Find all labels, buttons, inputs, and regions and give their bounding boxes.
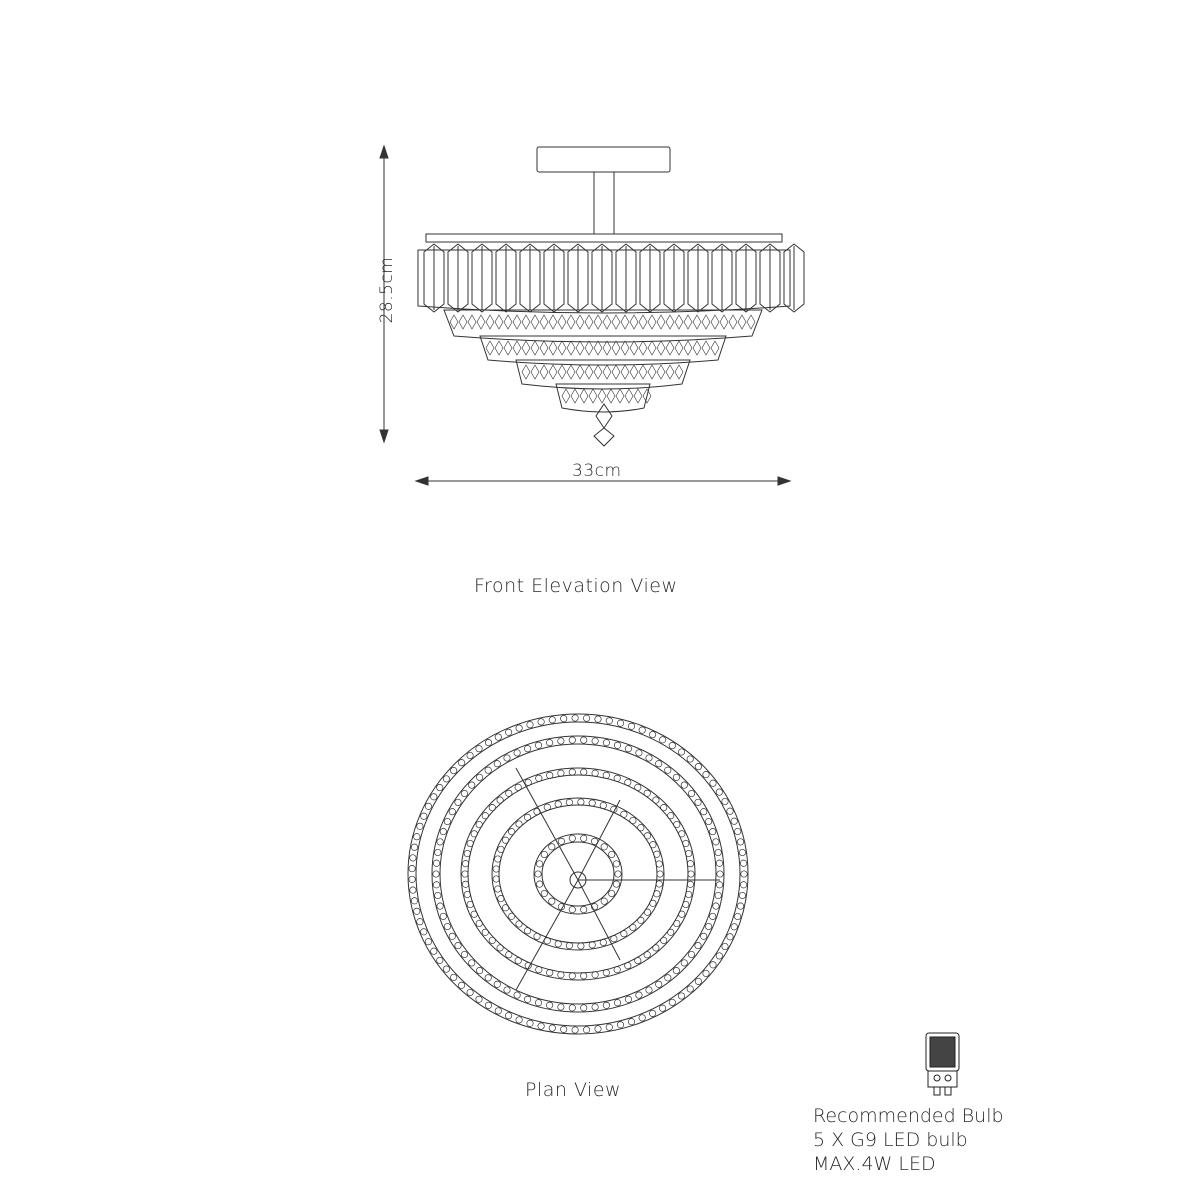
- ring-5: [534, 834, 622, 914]
- top-rim: [426, 234, 782, 242]
- g9-bulb-icon: [926, 1033, 959, 1095]
- stem: [594, 172, 614, 234]
- crystal-band: [418, 250, 790, 313]
- plan-crystal-beads: [409, 715, 747, 1033]
- bulb-spec: 5 X G9 LED bulb: [813, 1129, 968, 1151]
- width-dimension-label: 33cm: [572, 461, 622, 481]
- front-elevation-caption: Front Elevation View: [474, 575, 678, 597]
- bulb-power: MAX.4W LED: [813, 1153, 936, 1175]
- recommended-bulb-info: [813, 1104, 1004, 1176]
- ceiling-canopy: [537, 147, 670, 172]
- ring-2: [432, 736, 724, 1012]
- crystal-beads: [450, 315, 755, 403]
- outer-ring: [408, 714, 748, 1034]
- bulb-heading: Recommended Bulb: [813, 1105, 1004, 1127]
- pendant-drop: [594, 404, 614, 446]
- front-elevation-drawing: [418, 147, 804, 446]
- height-dimension-label: 28.5cm: [377, 256, 397, 324]
- plan-view-caption: Plan View: [525, 1079, 622, 1101]
- ring-3: [461, 768, 695, 980]
- crystal-prisms: [424, 244, 804, 312]
- plan-view-drawing: [408, 714, 748, 1034]
